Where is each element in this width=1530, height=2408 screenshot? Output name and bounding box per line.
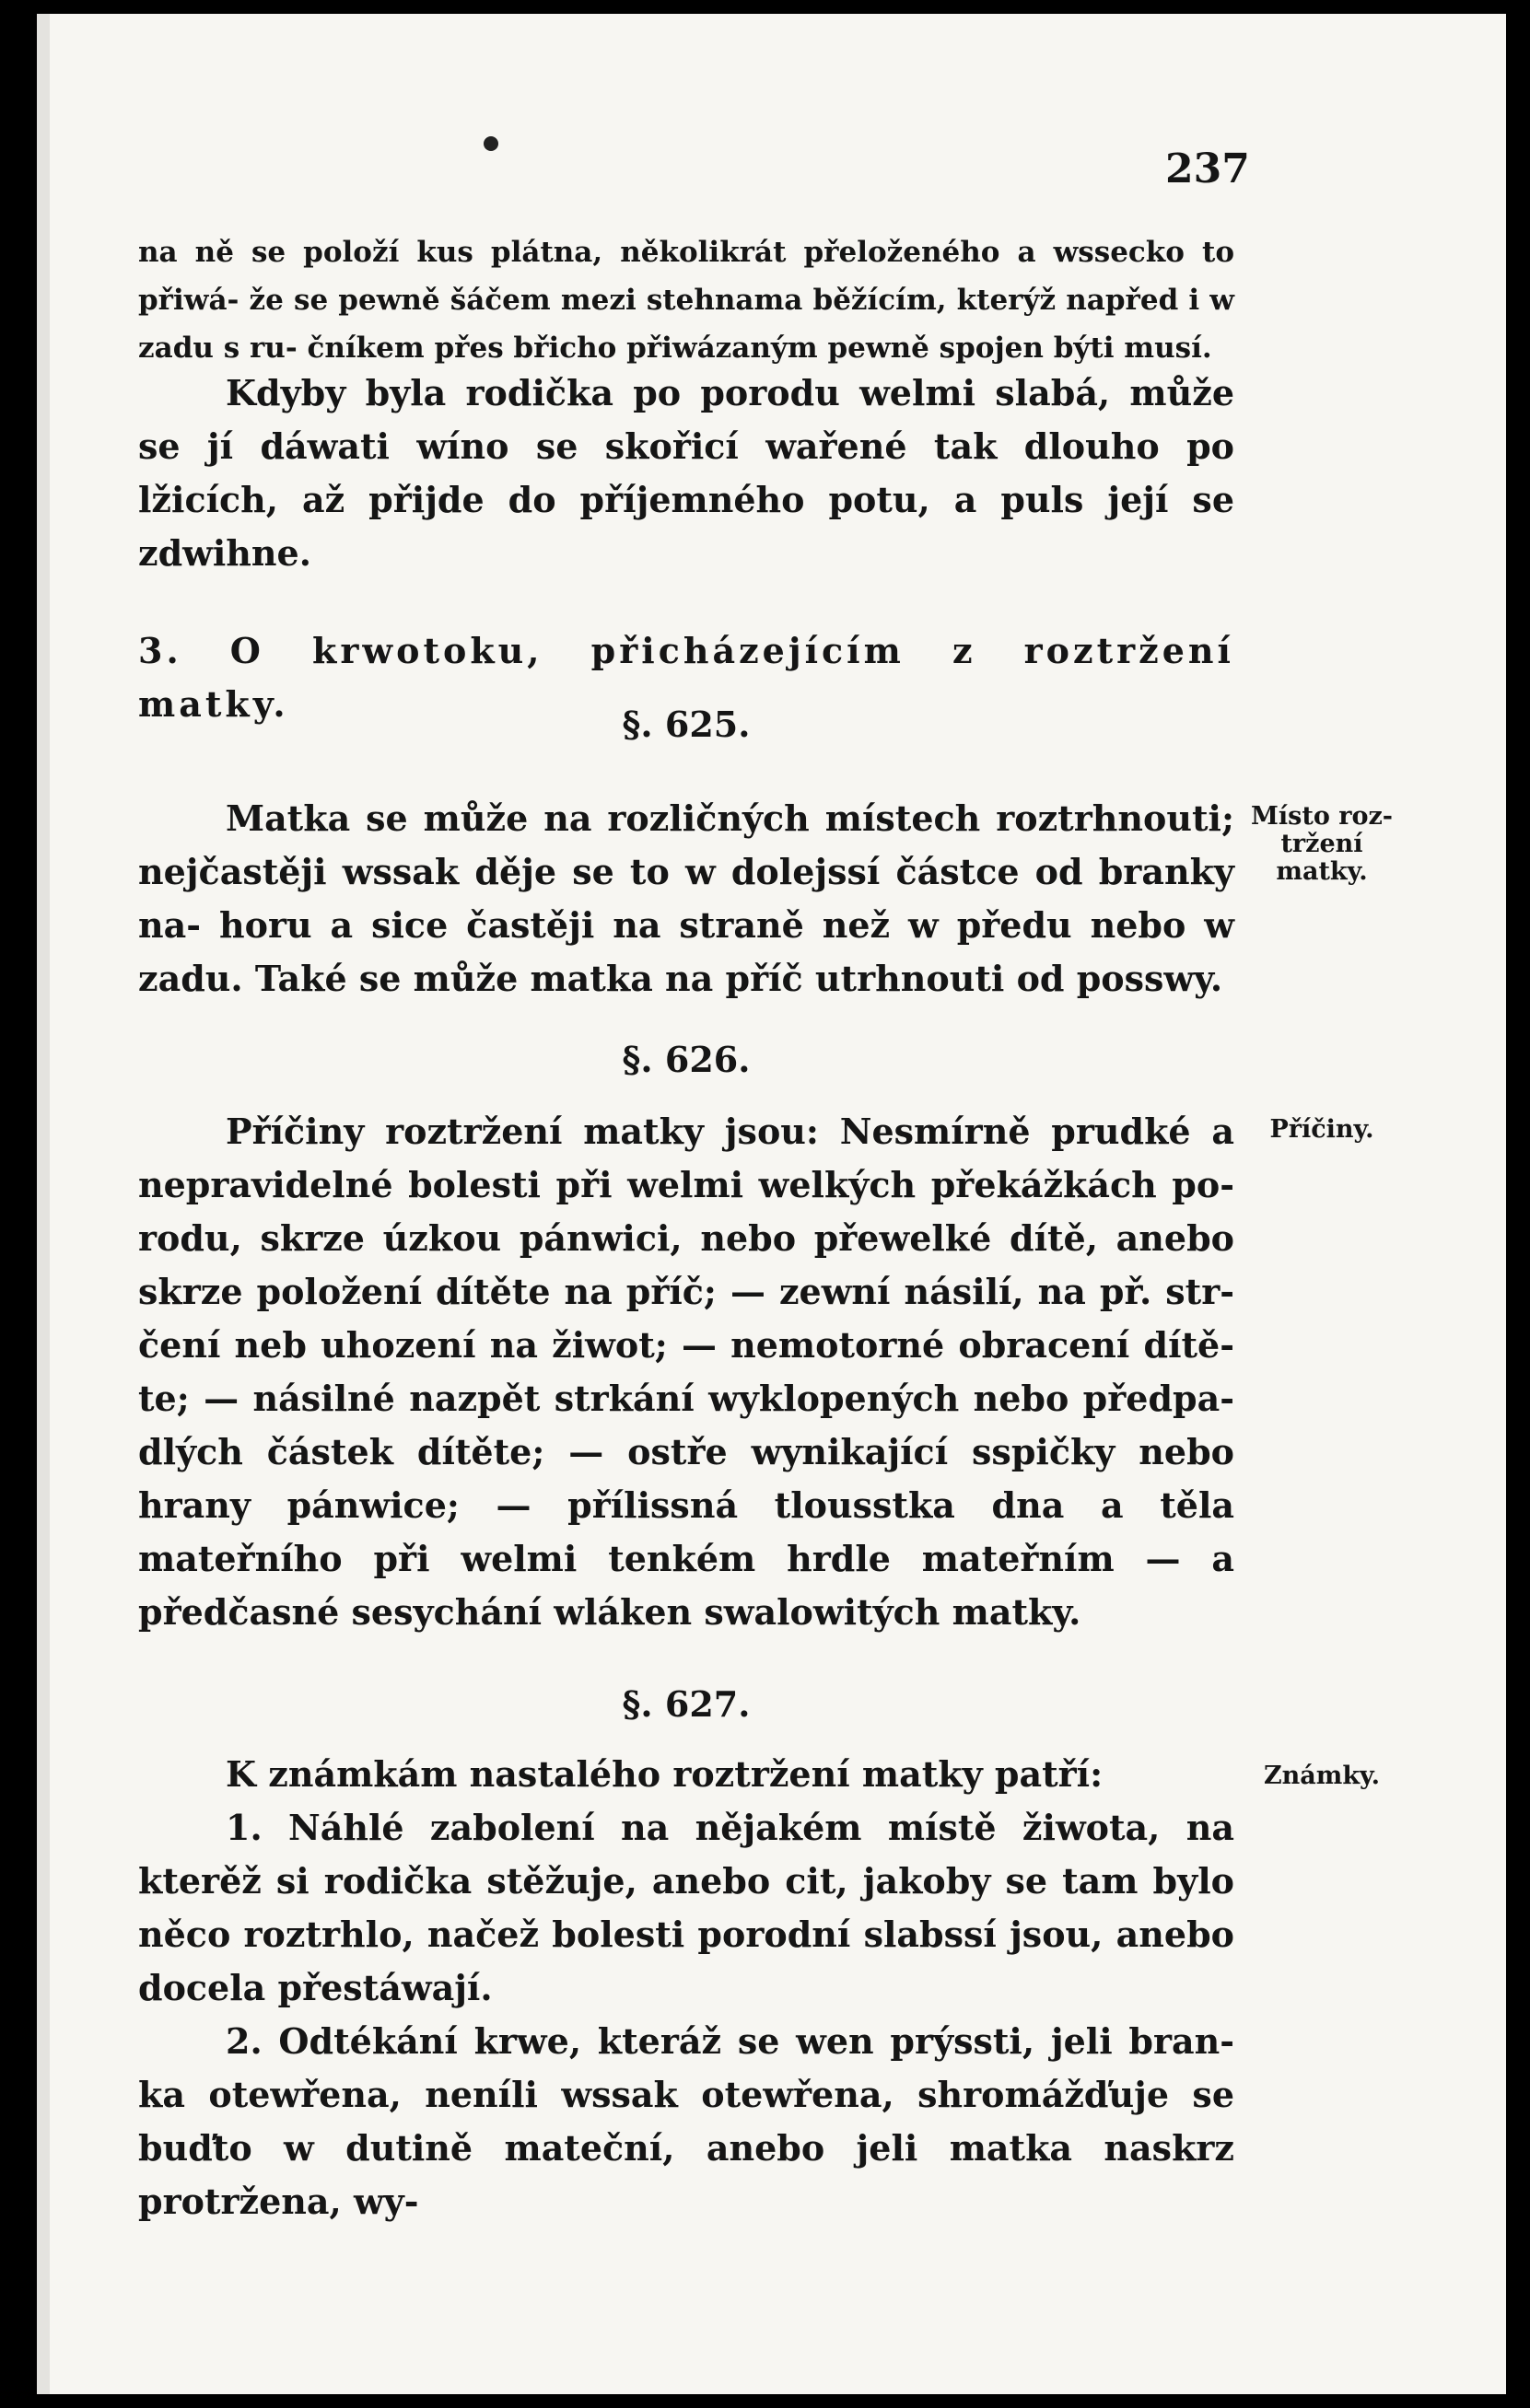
section-625-title: §. 625. <box>622 704 751 745</box>
ink-mark <box>484 136 498 151</box>
section-626 <box>138 1105 1234 1639</box>
section-627-intro: K známkám nastalého roztržení matky patří: <box>226 1753 1104 1795</box>
section-heading: 3. O krwotoku, přicházejícím z roztržení matky. <box>138 630 1234 725</box>
section-627-title: §. 627. <box>622 1683 751 1725</box>
section-625-title-block <box>138 698 1234 751</box>
margin-note-misto: Místo roz- tržení matky. <box>1251 802 1393 886</box>
section-626-text: Příčiny roztržení matky jsou: Nesmírně prudké a nepravidelné bolesti při welmi welkých překážkách po- rodu, skrze úzkou pánwici, nebo přewelké dítě, anebo skrze položení dítěte na příč; — zewní násilí, na př. str- čení neb uhození na žiwot; — nemotorné obracení dítě- te; — násilné nazpět strkání wyklopených nebo předpa- dlých částek dítěte; — ostře wynikající sspičky nebo hrany pánwice; — přílissná tlousstka dna a těla mateřního při welmi tenkém hrdle mateřním — a předčasné sesychání wláken swalowitých matky. <box>138 1111 1234 1633</box>
section-627-title-block <box>138 1678 1234 1731</box>
paragraph-text: na ně se položí kus plátna, několikrát přeloženého a wssecko to přiwá- že se pewně šáčem mezi stehnama běžícím, kterýž napřed i w zadu s ru- čníkem přes břicho přiwázaným pewně spojen býti musí. <box>138 236 1234 365</box>
margin-note-znamky: Známky. <box>1263 1762 1381 1790</box>
section-627-item-1: 1. Náhlé zabolení na nějakém místě žiwota, na kterěž si rodička stěžuje, anebo cit, jakoby se tam bylo něco roztrhlo, načež bolesti porodní slabssí jsou, anebo docela přestáwají. <box>138 1807 1234 2008</box>
section-626-title: §. 626. <box>622 1039 751 1080</box>
section-627-item-2: 2. Odtékání krwe, kteráž se wen prýssti, jeli bran- ka otewřena, neníli wssak otewřena, shromážďuje se buďto w dutině mateční, anebo jeli matka naskrz protržena, wy- <box>138 2020 1234 2222</box>
page-number: 237 <box>1165 145 1250 192</box>
page-edge <box>37 14 50 2394</box>
margin-note-priciny: Příčiny. <box>1269 1115 1374 1144</box>
section-625 <box>138 792 1234 1006</box>
paragraph-wine <box>138 366 1234 580</box>
paragraph-continued <box>138 228 1234 372</box>
paragraph-text: Kdyby byla rodička po porodu welmi slabá, může se jí dáwati wíno se skořicí wařené tak dlouho po lžicích, až přijde do příjemného potu, a puls její se zdwihne. <box>138 372 1234 574</box>
section-626-title-block <box>138 1033 1234 1087</box>
section-625-text: Matka se může na rozličných místech roztrhnouti; nejčastěji wssak děje se to w dolejssí částce od branky na- horu a sice častěji na straně než w předu nebo w zadu. Také se může matka na příč utrhnouti od posswy. <box>138 797 1234 999</box>
section-627 <box>138 1748 1234 2228</box>
